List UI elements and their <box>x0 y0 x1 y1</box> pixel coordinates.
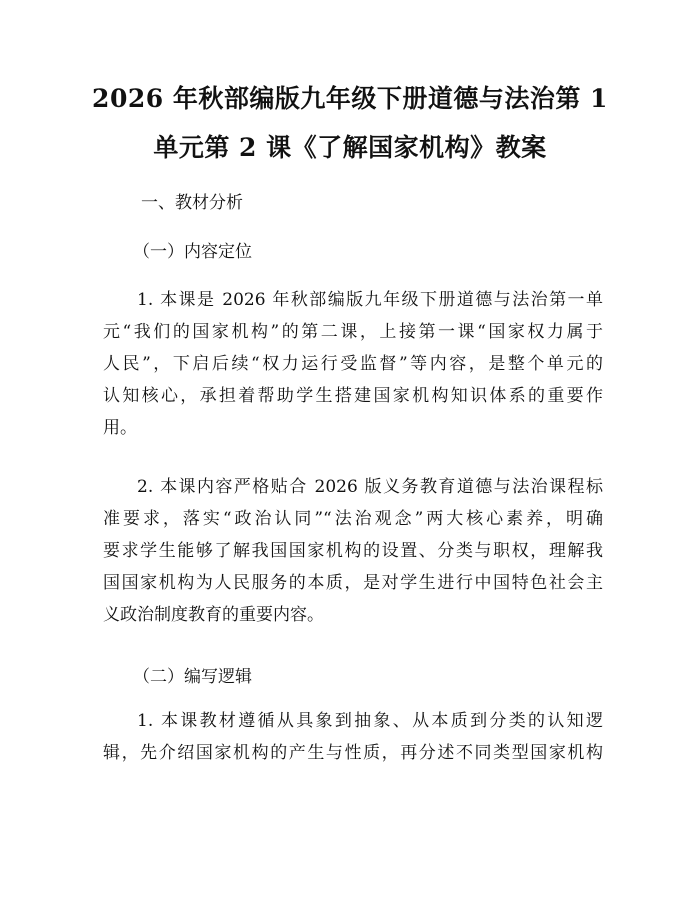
document-title-line-1: 2026 年秋部编版九年级下册道德与法治第 1 <box>92 84 608 113</box>
paragraph-line: 国国家机构为人民服务的本质，是对学生进行中国特色社会主 <box>103 573 603 593</box>
paragraph-line: 义政治制度教育的重要内容。 <box>103 605 324 625</box>
paragraph-line: 辑，先介绍国家机构的产生与性质，再分述不同类型国家机构 <box>103 743 603 763</box>
paragraph-line: 1. 本课是 2026 年秋部编版九年级下册道德与法治第一单 <box>137 290 603 310</box>
paragraph-line: 准要求，落实“政治认同”“法治观念”两大核心素养，明确 <box>103 509 603 529</box>
paragraph-line: 2. 本课内容严格贴合 2026 版义务教育道德与法治课程标 <box>137 477 603 497</box>
paragraph-line: 人民”，下启后续“权力运行受监督”等内容，是整个单元的 <box>103 354 603 374</box>
paragraph-line: 认知核心，承担着帮助学生搭建国家机构知识体系的重要作 <box>103 386 603 406</box>
paragraph-2 <box>103 471 603 631</box>
paragraph-3 <box>103 705 603 769</box>
paragraph-line: 1. 本课教材遵循从具象到抽象、从本质到分类的认知逻 <box>137 711 603 731</box>
subheading-content-positioning: （一）内容定位 <box>133 242 252 262</box>
document-title-line-2: 单元第 2 课《了解国家机构》教案 <box>153 133 547 162</box>
paragraph-line: 要求学生能够了解我国国家机构的设置、分类与职权，理解我 <box>103 541 603 561</box>
paragraph-line: 元“我们的国家机构”的第二课，上接第一课“国家权力属于 <box>103 322 603 342</box>
paragraph-1 <box>103 284 603 444</box>
section-heading-textbook-analysis: 一、教材分析 <box>141 193 243 213</box>
subheading-writing-logic: （二）编写逻辑 <box>133 667 252 687</box>
paragraph-line: 用。 <box>103 418 137 438</box>
